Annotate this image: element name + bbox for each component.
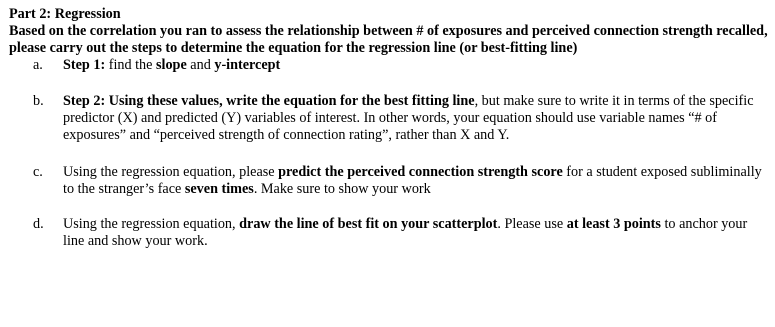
item-text-bold: draw the line of best fit on your scatterplot <box>239 216 498 232</box>
item-text: Using the regression equation, <box>63 216 240 232</box>
list-marker: b. <box>33 93 44 109</box>
list-item-text <box>63 93 754 143</box>
part-title: Part 2: Regression <box>9 6 121 22</box>
list-marker: a. <box>33 57 43 73</box>
item-text: to anchor your line and show your work. <box>63 216 748 249</box>
item-text-bold: predict the perceived connection strength score <box>278 164 563 180</box>
document-page <box>9 6 771 250</box>
item-text: . Please use <box>497 216 567 232</box>
item-text: , but make sure to write it in terms of the specific predictor (X) and predicted (Y) variables of interest. In other words, your equation should use variable names “# of exposures” and “perceived strength of connection rating”, rather than X and Y. <box>63 93 754 143</box>
list-marker: d. <box>33 216 44 232</box>
list-item-c <box>9 164 771 198</box>
item-text-bold: Step 2: Using these values, write the equation for the best fitting line <box>63 93 475 109</box>
item-text: and <box>186 57 215 73</box>
intro-paragraph: Based on the correlation you ran to assess the relationship between # of exposures and perceived connection strength recalled, please carry out the steps to determine the equation for the regression line (or best-fitting line) <box>9 23 768 56</box>
item-text: for a student exposed subliminally to the stranger’s face <box>63 164 762 197</box>
list-item-text <box>63 216 747 249</box>
list-item-d <box>9 216 771 250</box>
item-text-bold: seven times <box>184 181 254 197</box>
item-text: find the <box>105 57 156 73</box>
list-item-a <box>9 57 771 74</box>
list-marker: c. <box>33 164 43 180</box>
list-item-b <box>9 93 771 144</box>
item-text-bold: Step 1: <box>63 57 106 73</box>
item-text: . Make sure to show your work <box>253 181 431 197</box>
item-text: Using the regression equation, please <box>63 164 279 180</box>
list-item-text <box>63 164 762 197</box>
item-text-bold: at least 3 points <box>566 216 661 232</box>
list-item-text <box>63 57 280 73</box>
item-text-bold: slope <box>156 57 187 73</box>
item-text-bold: y-intercept <box>214 57 281 73</box>
